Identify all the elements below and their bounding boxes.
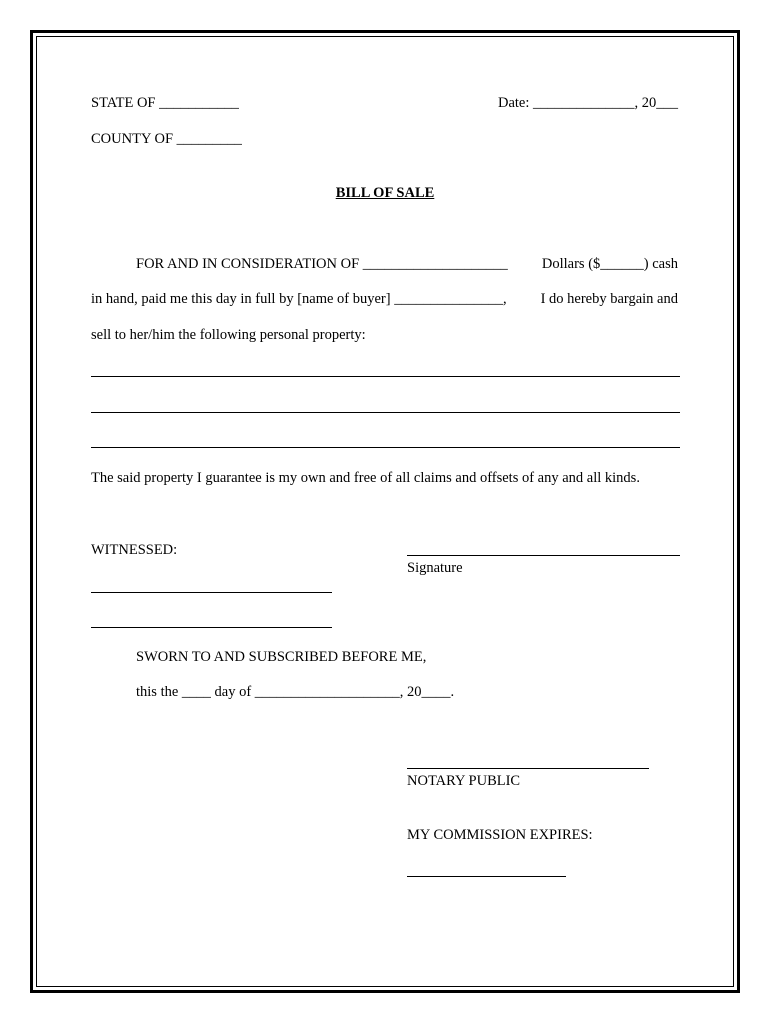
signature-label: Signature [407, 560, 463, 576]
consideration-line-2-right: I do hereby bargain and [540, 291, 678, 307]
date-field: Date: ______________, 20___ [497, 95, 678, 111]
sworn-statement: SWORN TO AND SUBSCRIBED BEFORE ME, [136, 649, 427, 665]
witness-line-1 [91, 592, 332, 593]
document-title-text: BILL OF SALE [335, 185, 435, 201]
notary-public-label: NOTARY PUBLIC [407, 773, 521, 789]
witnessed-label: WITNESSED: [91, 542, 178, 558]
notary-signature-line [407, 768, 649, 769]
property-line-2 [91, 412, 680, 413]
consideration-line-1-right: Dollars ($______) cash [541, 256, 678, 272]
consideration-line-2-left: in hand, paid me this day in full by [name of buyer] _______________, [91, 291, 507, 307]
sworn-date-line: this the ____ day of ____________________, 20____. [136, 684, 455, 700]
document-title [0, 184, 770, 202]
consideration-line-3: sell to her/him the following personal property: [91, 327, 366, 343]
county-of-field: COUNTY OF _________ [91, 131, 242, 147]
guarantee-statement: The said property I guarantee is my own and free of all claims and offsets of any and all kinds. [91, 470, 640, 486]
property-line-1 [91, 376, 680, 377]
commission-expiry-line [407, 876, 566, 877]
property-line-3 [91, 447, 680, 448]
witness-line-2 [91, 627, 332, 628]
state-of-field: STATE OF ___________ [91, 95, 239, 111]
page-border-inner [36, 36, 734, 987]
commission-expires-label: MY COMMISSION EXPIRES: [407, 827, 593, 843]
signature-line [407, 555, 680, 556]
consideration-line-1-left: FOR AND IN CONSIDERATION OF ____________________ [136, 256, 508, 272]
